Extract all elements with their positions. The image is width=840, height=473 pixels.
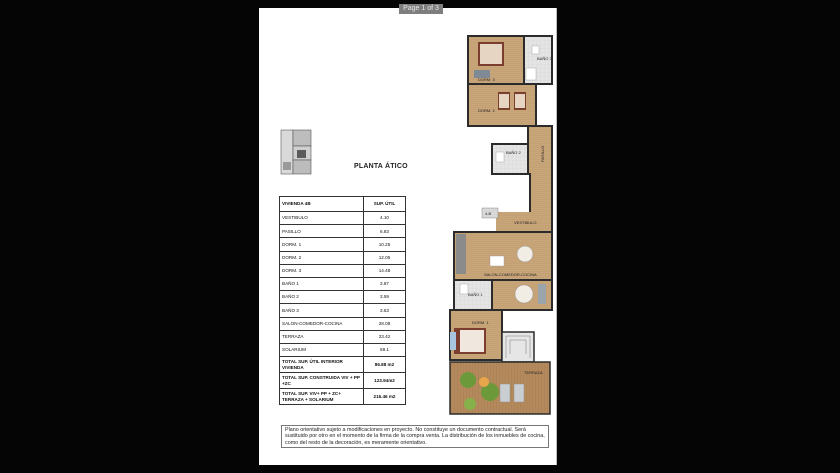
room-name: DORM. 3 <box>280 264 364 277</box>
room-name: DORM. 2 <box>280 251 364 264</box>
label-vestibulo: VESTIBULO <box>514 220 537 225</box>
table-header-row <box>280 197 406 212</box>
column-header-dwelling: VIVIENDA 4B <box>280 197 364 212</box>
room-name: BAÑO 2 <box>280 291 364 304</box>
table-row <box>280 251 406 264</box>
room-area: 10.25 <box>364 238 406 251</box>
table-row <box>280 212 406 225</box>
room-name: SALON-COMEDOR-COCINA <box>280 317 364 330</box>
table-row <box>280 264 406 277</box>
label-dorm-1: DORM. 1 <box>472 320 489 325</box>
area-table <box>279 196 406 405</box>
table-row <box>280 238 406 251</box>
room-name: VESTIBULO <box>280 212 364 225</box>
room-area: 69.1 <box>364 343 406 356</box>
label-terraza: TERRAZA <box>524 370 543 375</box>
label-dorm-3: DORM. 3 <box>478 77 495 82</box>
room-area: 23.42 <box>364 330 406 343</box>
room-name: PASILLO <box>280 225 364 238</box>
table-row <box>280 225 406 238</box>
label-bano-3: BAÑO 3 <box>537 56 552 61</box>
room-salon <box>454 232 552 280</box>
column-header-area: SUP. ÚTIL <box>364 197 406 212</box>
room-dorm-1 <box>450 310 502 360</box>
label-salon: SALON-COMEDOR-COCINA <box>484 272 537 277</box>
table-row <box>280 330 406 343</box>
room-terraza <box>450 362 550 414</box>
table-row <box>280 343 406 356</box>
floor-plan <box>440 32 560 417</box>
total-row <box>280 357 406 373</box>
room-name: SOLARIUM <box>280 343 364 356</box>
label-bano-1: BAÑO 1 <box>468 292 483 297</box>
room-bano-1 <box>454 280 492 310</box>
plan-title: PLANTA ÁTICO <box>354 163 408 170</box>
room-area: 12.05 <box>364 251 406 264</box>
room-area: 3.59 <box>364 291 406 304</box>
total-label: TOTAL SUP. CONSTRUIDA VIV + PP +ZC <box>280 373 364 389</box>
total-label: TOTAL SUP. ÚTIL INTERIOR VIVIENDA <box>280 357 364 373</box>
room-area: 3.63 <box>364 304 406 317</box>
room-dorm-2 <box>468 84 536 126</box>
label-pasillo: PASILLO <box>540 145 545 162</box>
room-area: 14.48 <box>364 264 406 277</box>
table-row <box>280 304 406 317</box>
room-bano-3 <box>524 36 552 84</box>
room-bano-2 <box>492 144 528 174</box>
total-value: 86.88 m2 <box>364 357 406 373</box>
total-value: 216.46 m2 <box>364 389 406 405</box>
room-area: 4.10 <box>364 212 406 225</box>
total-value: 123.94m2 <box>364 373 406 389</box>
room-name: DORM. 1 <box>280 238 364 251</box>
page-indicator: Page 1 of 3 <box>399 4 443 14</box>
unit-tag: 4-B <box>485 211 492 216</box>
room-area: 28.08 <box>364 317 406 330</box>
table-row <box>280 317 406 330</box>
table-row <box>280 277 406 290</box>
room-area: 3.87 <box>364 277 406 290</box>
room-dorm-3 <box>468 36 524 84</box>
living-furniture <box>492 280 552 310</box>
room-name: TERRAZA <box>280 330 364 343</box>
total-row <box>280 373 406 389</box>
label-bano-2: BAÑO 2 <box>506 150 521 155</box>
stairs <box>502 332 534 362</box>
table-row <box>280 291 406 304</box>
room-name: BAÑO 1 <box>280 277 364 290</box>
total-row <box>280 389 406 405</box>
label-dorm-2: DORM. 2 <box>478 108 495 113</box>
room-area: 6.83 <box>364 225 406 238</box>
key-plan-thumbnail <box>279 128 313 178</box>
room-name: BAÑO 3 <box>280 304 364 317</box>
total-label: TOTAL SUP. VIV+ PP + ZC+ TERRAZA + SOLARIUM <box>280 389 364 405</box>
disclaimer-note: Plano orientativo sujeto a modificaciones en proyecto. No constituye un documento contractual. Será sustituido por otro en el momento de la firma de la compra venta. La distribución de los inmuebles de cocina, como del resto de la decoración, es meramente orientativo. <box>281 425 549 448</box>
